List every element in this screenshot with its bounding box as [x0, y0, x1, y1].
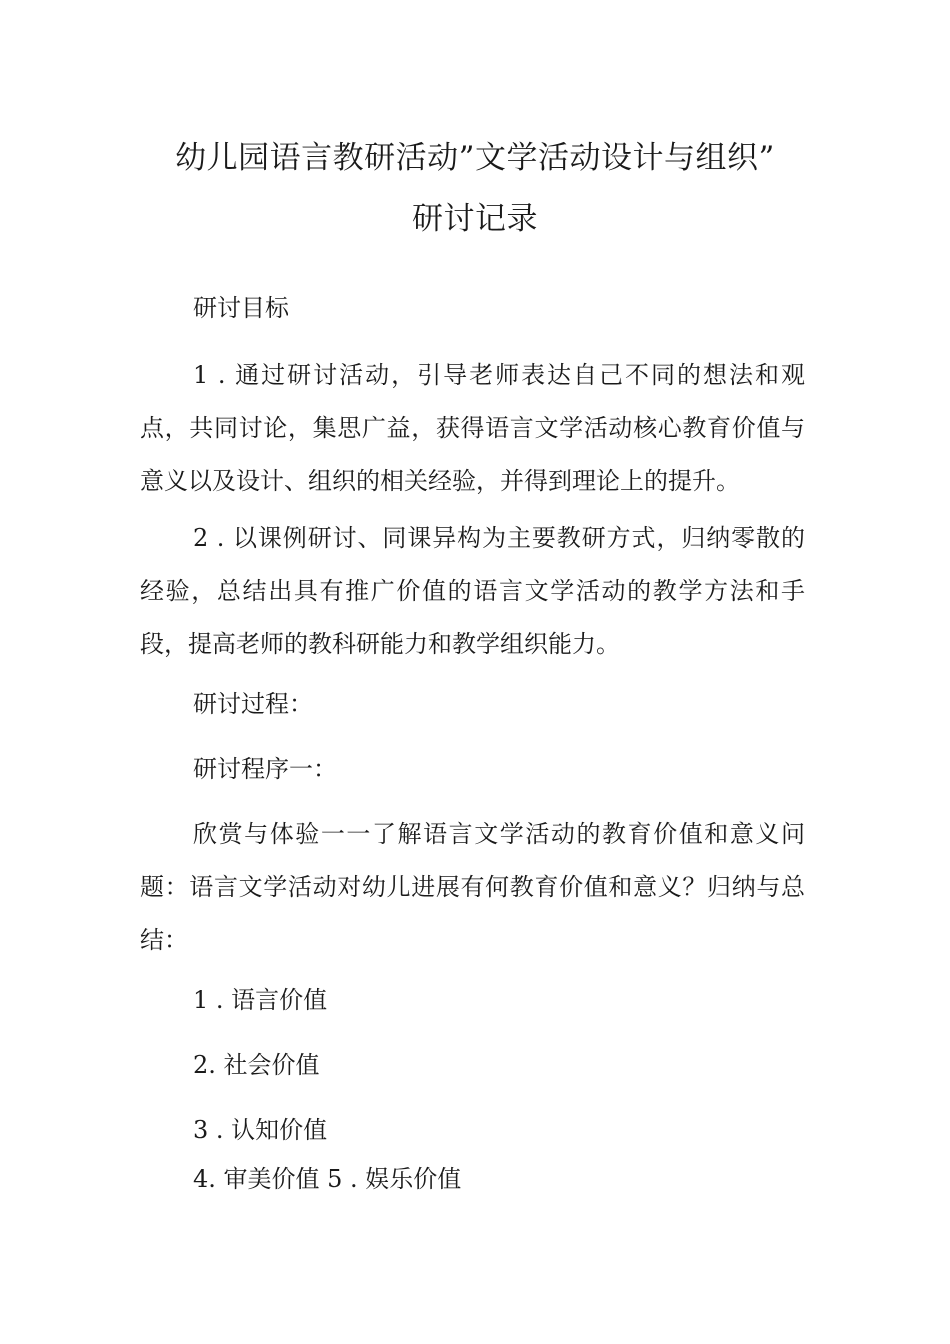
- document-title-line-2: 研讨记录: [412, 201, 538, 237]
- value-item-2: 2. 社会价值: [193, 1051, 320, 1079]
- value-item-4-5: 4. 审美价值 5 . 娱乐价值: [193, 1165, 462, 1193]
- value-item-3: 3 . 认知价值: [193, 1116, 328, 1144]
- section-heading-process: 研讨过程：: [193, 690, 313, 718]
- value-item-1: 1 . 语言价值: [193, 986, 328, 1014]
- goal-paragraph-1: 1 . 通过研讨活动，引导老师表达自己不同的想法和观点，共同讨论，集思广益，获得语言文学活动核心教育价值与意义以及设计、组织的相关经验，并得到理论上的提升。: [140, 361, 805, 495]
- procedure-1-paragraph: 欣赏与体验一一了解语言文学活动的教育价值和意义问题：语言文学活动对幼儿进展有何教育价值和意义？归纳与总结：: [140, 820, 805, 954]
- procedure-heading-1: 研讨程序一：: [193, 755, 337, 783]
- section-heading-goals: 研讨目标: [193, 294, 289, 322]
- document-title-line-1: 幼儿园语言教研活动”文学活动设计与组织”: [175, 140, 775, 176]
- goal-paragraph-2: 2 . 以课例研讨、同课异构为主要教研方式，归纳零散的经验，总结出具有推广价值的语言文学活动的教学方法和手段，提高老师的教科研能力和教学组织能力。: [140, 524, 805, 658]
